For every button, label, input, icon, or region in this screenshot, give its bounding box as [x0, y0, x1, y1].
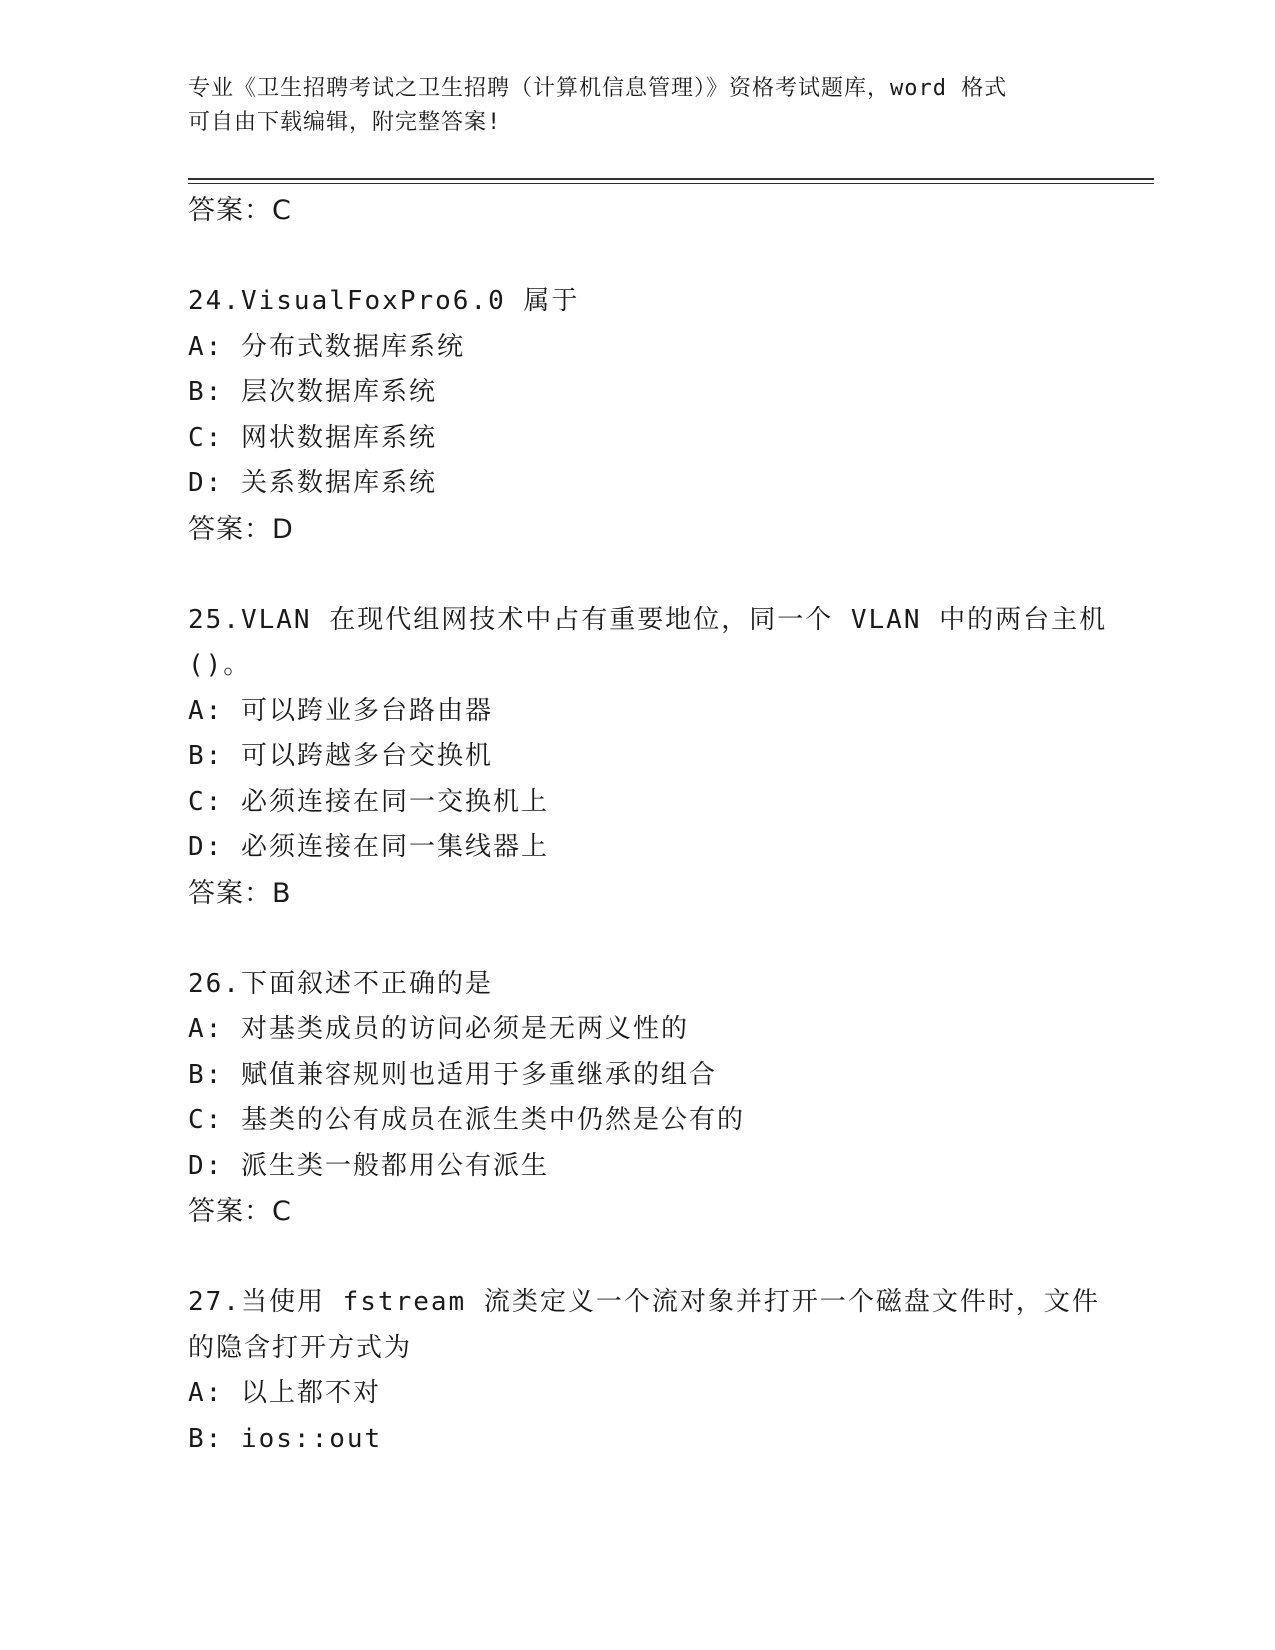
question-stem-continued: 的隐含打开方式为	[188, 1332, 413, 1363]
option-d: D: 派生类一般都用公有派生	[188, 1150, 549, 1181]
option-c: C: 网状数据库系统	[188, 422, 437, 453]
option-b: B: 可以跨越多台交换机	[188, 741, 493, 771]
option-a: A: 以上都不对	[188, 1378, 381, 1408]
answer: 答案：B	[188, 877, 292, 909]
option-d: D: 必须连接在同一集线器上	[188, 832, 549, 862]
question-stem: 24.VisualFoxPro6.0 属于	[188, 286, 580, 316]
question-stem-continued: ()。	[188, 650, 252, 680]
option-a: A: 分布式数据库系统	[188, 331, 465, 362]
option-a: A: 可以跨业多台路由器	[188, 695, 493, 726]
header-divider-thin	[188, 183, 1154, 184]
question-stem: 25.VLAN 在现代组网技术中占有重要地位，同一个 VLAN 中的两台主机	[188, 604, 1108, 635]
question-stem: 26.下面叙述不正确的是	[188, 968, 493, 999]
question-stem: 27.当使用 fstream 流类定义一个流对象并打开一个磁盘文件时，文件	[188, 1287, 1100, 1317]
option-b: B: 赋值兼容规则也适用于多重继承的组合	[188, 1059, 717, 1090]
header-divider-thick	[188, 178, 1154, 180]
option-b: B: ios::out	[188, 1423, 383, 1454]
option-b: B: 层次数据库系统	[188, 377, 437, 407]
previous-answer: 答案：C	[188, 195, 292, 226]
question-26	[188, 962, 1108, 1235]
question-27	[188, 1280, 1108, 1462]
question-24	[188, 279, 1108, 552]
spacer	[188, 234, 1108, 280]
spacer	[188, 552, 1108, 598]
option-c: C: 基类的公有成员在派生类中仍然是公有的	[188, 1105, 745, 1135]
question-25	[188, 598, 1108, 917]
answer: 答案：C	[188, 1196, 292, 1227]
option-d: D: 关系数据库系统	[188, 468, 437, 498]
spacer	[188, 916, 1108, 962]
option-c: C: 必须连接在同一交换机上	[188, 786, 549, 817]
header-line-2: 可自由下载编辑，附完整答案!	[188, 110, 502, 135]
header-line-1: 专业《卫生招聘考试之卫生招聘（计算机信息管理）》资格考试题库，word 格式	[188, 76, 1008, 101]
question-list	[188, 188, 1108, 1462]
option-a: A: 对基类成员的访问必须是无两义性的	[188, 1014, 689, 1044]
answer: 答案：D	[188, 513, 294, 545]
spacer	[188, 1235, 1108, 1281]
document-header	[188, 72, 1088, 140]
